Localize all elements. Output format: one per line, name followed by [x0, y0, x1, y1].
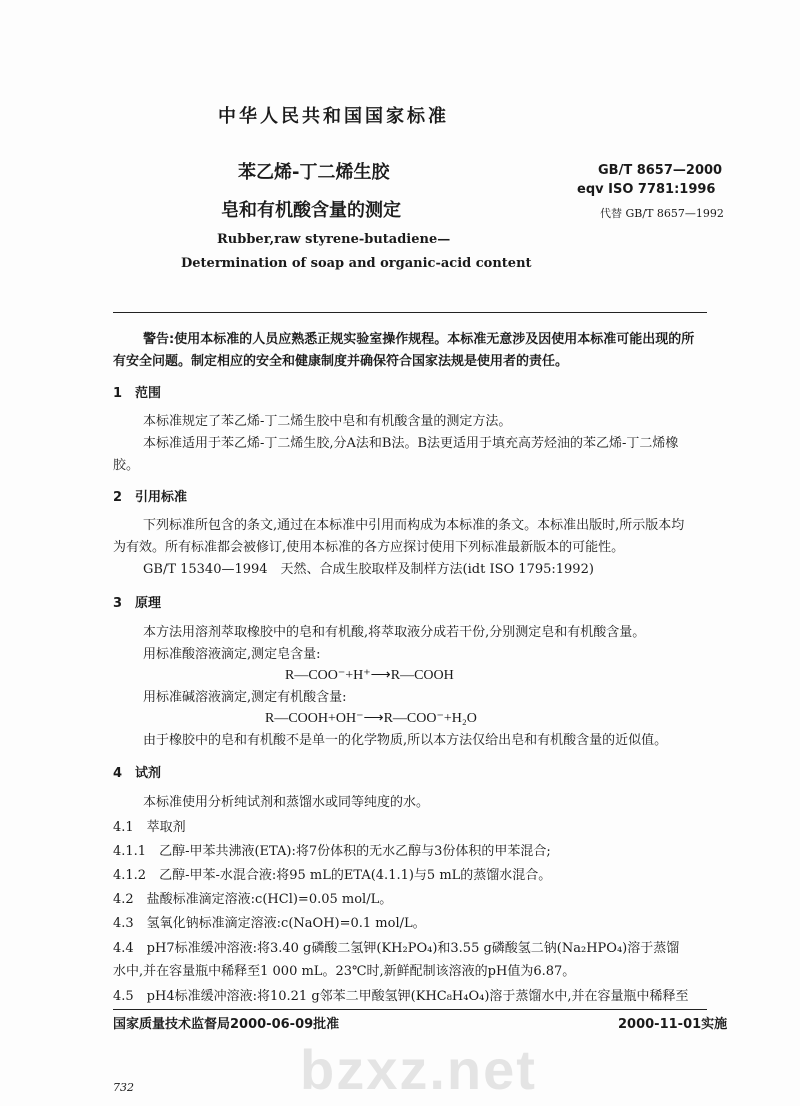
- paragraph: 下列标准所包含的条文,通过在本标准中引用而构成为本标准的条文。本标准出版时,所示版本均: [143, 518, 685, 533]
- clause-4-4: 4.4 pH7标准缓冲溶液:将3.40 g磷酸二氢钾(KH₂PO₄)和3.55 g磷酸氢二钠(Na₂HPO₄)溶于蒸馏: [113, 941, 680, 956]
- warning-line-1: 警告:使用本标准的人员应熟悉正规实验室操作规程。本标准无意涉及因使用本标准可能出现的所: [143, 332, 695, 347]
- english-title-line-1: Rubber,raw styrene-butadiene—: [217, 232, 451, 247]
- clause-4-4-continued: 水中,并在容量瓶中稀释至1 000 mL。23℃时,新鲜配制该溶液的pH值为6.87。: [113, 964, 576, 979]
- english-title-line-2: Determination of soap and organic-acid content: [181, 256, 532, 271]
- clause-4-2: 4.2 盐酸标准滴定溶液:c(HCl)=0.05 mol/L。: [113, 892, 393, 907]
- paragraph: 为有效。所有标准都会被修订,使用本标准的各方应探讨使用下列标准最新版本的可能性。: [113, 540, 625, 555]
- standard-number: GB/T 8657—2000: [598, 163, 723, 178]
- paragraph: 本方法用溶剂萃取橡胶中的皂和有机酸,将萃取液分成若干份,分别测定皂和有机酸含量。: [143, 625, 646, 640]
- section-1-heading: 1 范围: [113, 386, 162, 401]
- paragraph: 胶。: [113, 458, 140, 473]
- watermark: bzxz.net: [300, 1038, 537, 1101]
- paragraph: 本标准使用分析纯试剂和蒸馏水或同等纯度的水。: [143, 795, 430, 810]
- footer-divider: [113, 1009, 707, 1010]
- paragraph: 本标准规定了苯乙烯-丁二烯生胶中皂和有机酸含量的测定方法。: [143, 414, 512, 429]
- paragraph: 由于橡胶中的皂和有机酸不是单一的化学物质,所以本方法仅给出皂和有机酸含量的近似值。: [143, 733, 668, 748]
- equivalent-standard: eqv ISO 7781:1996: [577, 182, 716, 197]
- clause-4-1-2: 4.1.2 乙醇-甲苯-水混合液:将95 mL的ETA(4.1.1)与5 mL的蒸馏水混合。: [113, 868, 552, 883]
- title-line-2: 皂和有机酸含量的测定: [221, 200, 401, 221]
- page-number: 732: [113, 1081, 134, 1094]
- warning-line-2: 有安全问题。制定相应的安全和健康制度并确保符合国家法规是使用者的责任。: [113, 354, 569, 369]
- clause-4-3: 4.3 氢氧化钠标准滴定溶液:c(NaOH)=0.1 mol/L。: [113, 916, 426, 931]
- section-2-heading: 2 引用标准: [113, 490, 188, 505]
- header-divider: [113, 312, 707, 313]
- clause-4-1-1: 4.1.1 乙醇-甲苯共沸液(ETA):将7份体积的无水乙醇与3份体积的甲苯混合;: [113, 844, 551, 859]
- approval-date: 国家质量技术监督局2000-06-09批准: [113, 1017, 340, 1032]
- referenced-standard: GB/T 15340—1994 天然、合成生胶取样及制样方法(idt ISO 1795:1992): [143, 562, 594, 577]
- effective-date: 2000-11-01实施: [618, 1017, 728, 1032]
- paragraph: 用标准酸溶液滴定,测定皂含量:: [143, 647, 321, 662]
- replaces-standard: 代替 GB/T 8657—1992: [600, 207, 724, 220]
- clause-4-5: 4.5 pH4标准缓冲溶液:将10.21 g邻苯二甲酸氢钾(KHC₈H₄O₄)溶于蒸馏水中,并在容量瓶中稀释至: [113, 989, 689, 1004]
- clause-4-1: 4.1 萃取剂: [113, 820, 186, 835]
- section-4-heading: 4 试剂: [113, 766, 162, 781]
- section-3-heading: 3 原理: [113, 596, 162, 611]
- national-standard-header: 中华人民共和国国家标准: [218, 106, 449, 127]
- equation-2: R—COOH+OH⁻⟶R—COO⁻+H₂O: [265, 711, 477, 726]
- title-line-1: 苯乙烯-丁二烯生胶: [238, 162, 390, 183]
- equation-1: R—COO⁻+H⁺⟶R—COOH: [285, 668, 454, 683]
- paragraph: 本标准适用于苯乙烯-丁二烯生胶,分A法和B法。B法更适用于填充高芳烃油的苯乙烯-丁二烯橡: [143, 436, 679, 451]
- paragraph: 用标准碱溶液滴定,测定有机酸含量:: [143, 690, 347, 705]
